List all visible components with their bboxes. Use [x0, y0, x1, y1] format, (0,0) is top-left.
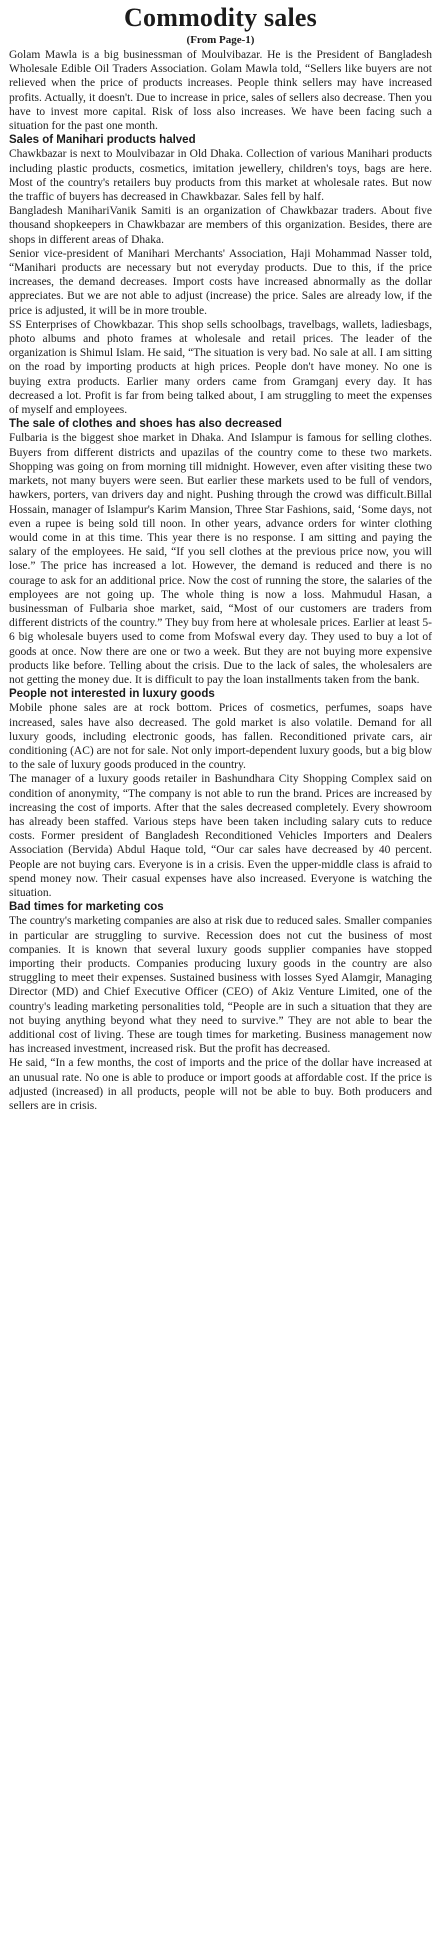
article-body [9, 48, 432, 1113]
section-heading: Bad times for marketing cos [9, 901, 164, 914]
article-paragraph: The country's marketing companies are also at risk due to reduced sales. Smaller companies in particular are struggling to survive. Recession does not cut the business of most companies. It is known that several luxury goods supplier companies have stopped importing their products. Companies producing luxury goods in the country are also struggling to meet their expenses. Sustained business with losses Syed Alamgir, Managing Director (MD) and Chief Executive Officer (CEO) of Akiz Venture Limited, one of the country's leading marketing personalities told, “People are in such a situation that they are not buying anything beyond what they need to survive.” They are not able to bear the additional cost of living. These are tough times for marketing. Business management now has increased investment, increased risk. But the profit has decreased. [9, 915, 432, 1056]
article-paragraph: Golam Mawla is a big businessman of Moulvibazar. He is the President of Bangladesh Wholesale Edible Oil Traders Association. Golam Mawla told, “Sellers like buyers are not relieved when the price of products increases. People think sellers may have increased profits. Actually, it doesn't. Due to increase in price, sales of sellers also decrease. Then you have to invest more capital. Risk of loss also increases. We have been facing such a situation for the past one month. [9, 49, 432, 133]
article-paragraph: Senior vice-president of Manihari Merchants' Association, Haji Mohammad Nasser told, “Manihari products are necessary but not everyday products. Due to this, if the price increases, the demand decreases. Import costs have increased abnormally as the dollar appreciates. But we are not able to adjust (increase) the price. Sales are already low, if the price is adjusted, it will be in more trouble. [9, 247, 432, 317]
section-heading: People not interested in luxury goods [9, 688, 215, 701]
article-headline: Commodity sales [124, 3, 317, 32]
article-paragraph: SS Enterprises of Chowkbazar. This shop sells schoolbags, travelbags, wallets, ladiesbags, photo albums and photo frames at wholesale and retail prices. The leader of the organization is Shimul Islam. He said, “The situation is very bad. No sale at all. I am sitting on the road by importing products at high prices. People don't have money. No one is buying extra products. Earlier many orders came from Gramganj every day. It has decreased a lot. Profit is far from being talked about, I am struggling to meet the expenses of myself and employees. [9, 318, 432, 417]
article-paragraph: Bangladesh ManihariVanik Samiti is an organization of Chawkbazar traders. About five thousand shopkeepers in Chawkbazar are members of this organization. Besides, there are shops in different areas of Dhaka. [9, 205, 432, 246]
article-paragraph: Mobile phone sales are at rock bottom. Prices of cosmetics, perfumes, soaps have increased, sales have also decreased. The gold market is also volatile. Demand for all luxury goods, including electronic goods, has fallen. Reconditioned private cars, air conditioning (AC) are not for sale. Not only import-dependent luxury goods, but a big blow to the sale of luxury goods produced in the country. [9, 702, 432, 772]
article-paragraph: Fulbaria is the biggest shoe market in Dhaka. And Islampur is famous for selling clothes. Buyers from different districts and upazilas of the country come to these two markets. Shopping was going on from morning till midnight. However, even after visiting these two markets, not many buyers were seen. But earlier these markets used to be full of vendors, hawkers, porters, van drivers day and night. Pushing through the crowd was difficult.Billal Hossain, manager of Islampur's Karim Mansion, Three Star Fashions, said, ‘Some days, not even a rupee is being sold till noon. In other years, advance orders for winter clothing would come in at this time. This year there is no response. I am sitting and paying the salary of the employees. He said, “If you sell clothes at the previous price now, you will lose.” The price has increased a lot. However, the demand is reduced and there is no courage to ask for an additional price. Now the cost of running the store, the salaries of the employees are not going up. The whole thing is now a loss. Mahmudul Hasan, a businessman of Fulbaria shoe market, said, “Most of our customers are traders from different districts of the country.” They buy from here at wholesale prices. Earlier at least 5-6 big wholesale buyers used to come from Mofswal every day. They used to buy a lot of goods at once. Now there are one or two a week. But they are not buying more expensive products like before. Telling about the crisis. Due to the lack of sales, the wholesalers are not getting the money due. It is difficult to pay the loan installments taken from the bank. [9, 432, 432, 686]
section-heading: The sale of clothes and shoes has also decreased [9, 418, 282, 431]
article-paragraph: Chawkbazar is next to Moulvibazar in Old Dhaka. Collection of various Manihari products including plastic products, cosmetics, imitation jewellery, children's toys, bags are here. Most of the country's retailers buy products from this market at wholesale rates. But now the traffic of buyers has decreased in Chawkbazar. Sales fell by half. [9, 148, 432, 204]
article-paragraph: He said, “In a few months, the cost of imports and the price of the dollar have increased at an unusual rate. No one is able to produce or import goods at affordable cost. If the price is adjusted (increased) in all products, people will not be able to buy. Both producers and sellers are in crisis. [9, 1057, 432, 1113]
section-heading: Sales of Manihari products halved [9, 134, 196, 147]
continued-from-label: (From Page-1) [186, 34, 255, 46]
article-paragraph: The manager of a luxury goods retailer in Bashundhara City Shopping Complex said on condition of anonymity, “The company is not able to run the brand. Prices are increased by increasing the cost of imports. After that the sales decreased completely. Every showroom has already been staffed. Various steps have been taken including salary cuts to reduce costs. Former president of Bangladesh Reconditioned Vehicles Importers and Dealers Association (Bervida) Abdul Haque told, “Our car sales have decreased by 40 percent. People are not buying cars. Everyone is in a crisis. Even the upper-middle class is afraid to spend money now. Their casual expenses have also increased. Everyone is watching the situation. [9, 773, 432, 899]
